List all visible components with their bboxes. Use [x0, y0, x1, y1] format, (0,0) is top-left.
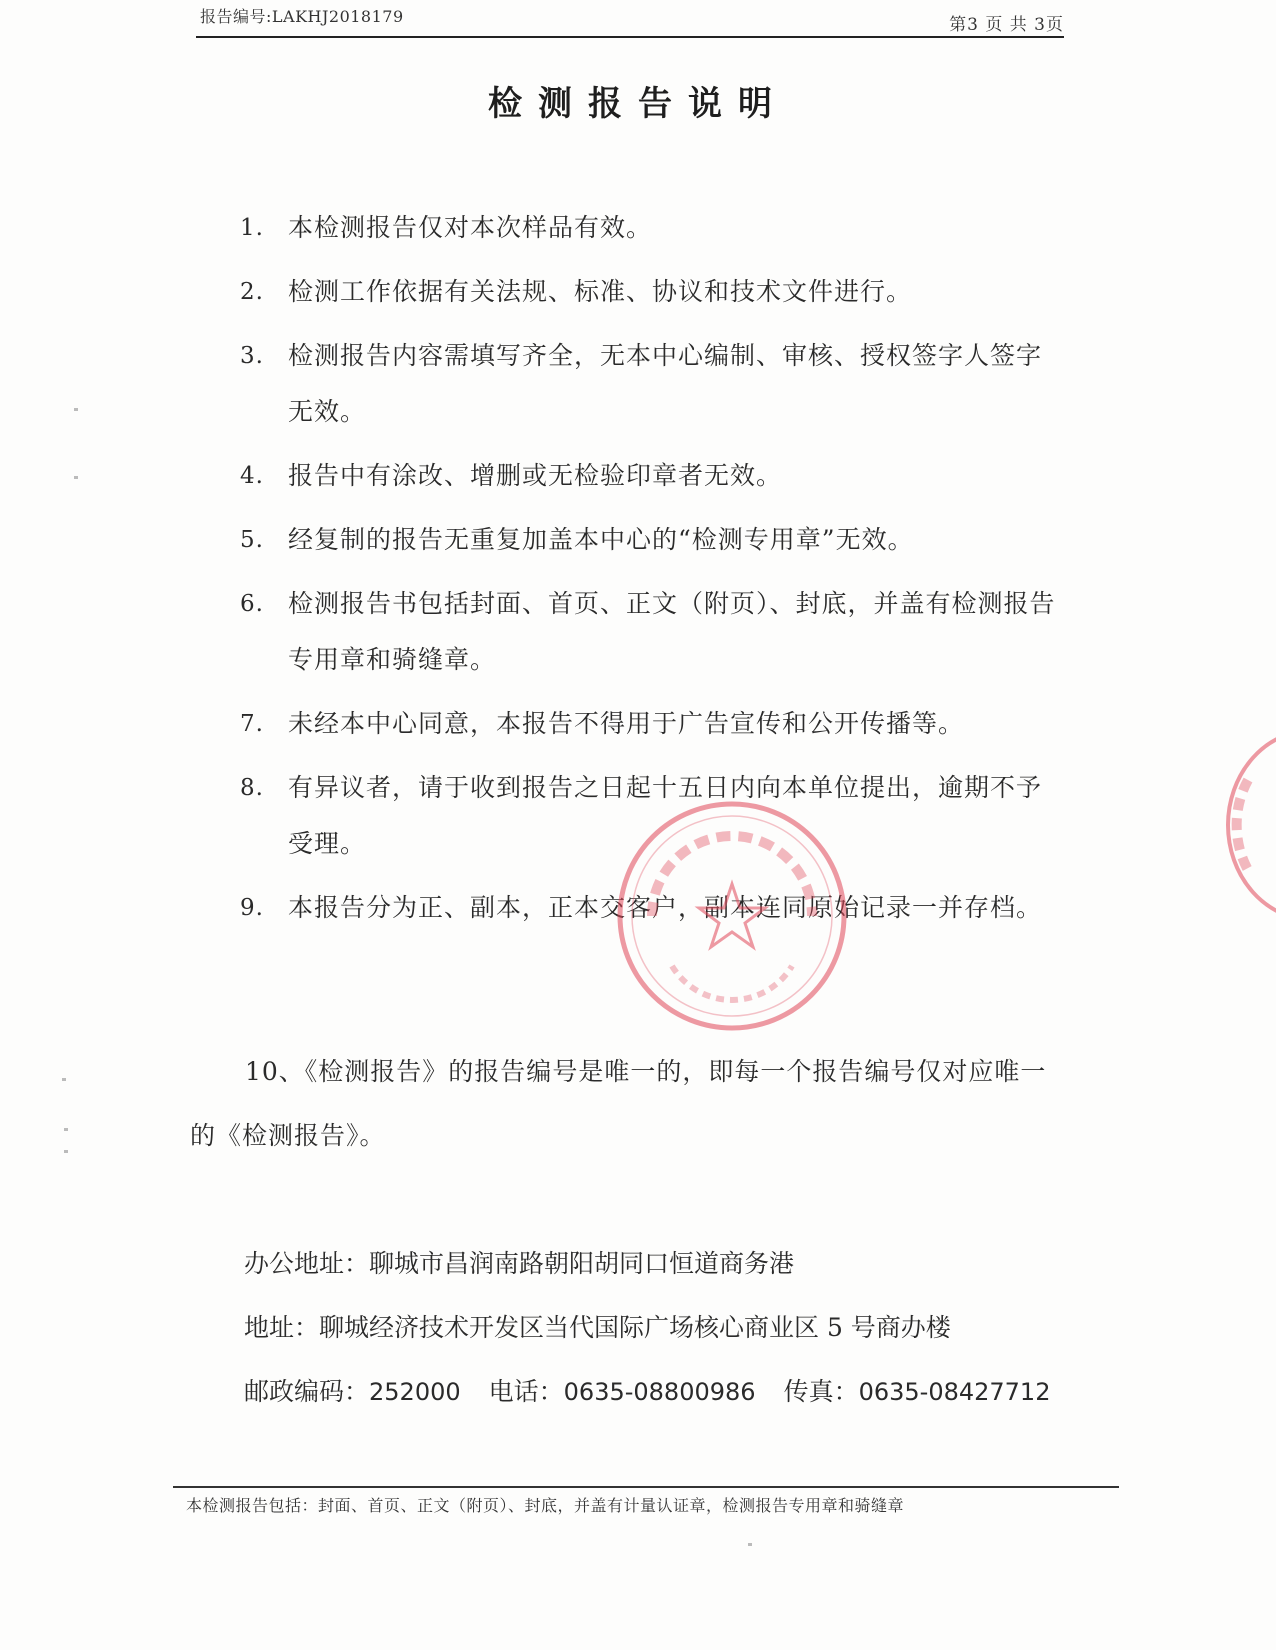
report-number: 报告编号:LAKHJ2018179: [200, 7, 404, 26]
list-item: [240, 512, 1060, 568]
list-item-number: 4.: [240, 463, 264, 489]
office-address: 办公地址：聊城市昌润南路朝阳胡同口恒道商务港: [244, 1249, 795, 1278]
list-item-text: 本报告分为正、副本，正本交客户，副本连同原始记录一并存档。: [288, 893, 1043, 922]
list-item: [240, 328, 1060, 440]
postcode-value: 252000: [369, 1378, 461, 1406]
list-item-number: 3.: [240, 343, 264, 369]
list-item-number: 1.: [240, 215, 264, 241]
list-item-text: 检测报告书包括封面、首页、正文（附页）、封底，并盖有检测报告专用章和骑缝章。: [288, 589, 1056, 674]
list-item-text: 有异议者，请于收到报告之日起十五日内向本单位提出，逾期不予受理。: [288, 773, 1043, 858]
list-item: [240, 264, 1060, 320]
list-item-number: 9.: [240, 895, 264, 921]
phone-value: 0635-08800986: [563, 1378, 756, 1406]
list-item-text: 检测报告内容需填写齐全，无本中心编制、审核、授权签字人签字无效。: [288, 341, 1043, 426]
list-item: [240, 200, 1060, 256]
list-item-text: 经复制的报告无重复加盖本中心的“检测专用章”无效。: [288, 525, 914, 554]
list-item-text: 本检测报告仅对本次样品有效。: [288, 213, 653, 242]
list-item-text: 未经本中心同意，本报告不得用于广告宣传和公开传播等。: [288, 709, 965, 738]
list-item-number: 2.: [240, 279, 264, 305]
list-item-number: 5.: [240, 527, 264, 553]
footer-note: 本检测报告包括：封面、首页、正文（附页）、封底，并盖有计量认证章，检测报告专用章和骑缝章: [186, 1496, 905, 1515]
list-item-text: 检测工作依据有关法规、标准、协议和技术文件进行。: [288, 277, 913, 306]
list-item-text: 报告中有涂改、增删或无检验印章者无效。: [288, 461, 783, 490]
contact-block: [244, 1232, 1064, 1424]
phone-label: 电话：: [488, 1377, 564, 1406]
contact-numbers: [244, 1360, 1064, 1424]
fax-value: 0635-08427712: [858, 1378, 1051, 1406]
list-item: [240, 696, 1060, 752]
postcode-label: 邮政编码：: [244, 1377, 370, 1406]
header-divider: [196, 36, 1064, 38]
seam-seal-icon: [1218, 720, 1276, 930]
list-item: [240, 448, 1060, 504]
seal-stamp-icon: [612, 796, 852, 1036]
footer-divider: [173, 1486, 1119, 1488]
list-item-number: 6.: [240, 591, 264, 617]
page-title: 检测报告说明: [488, 84, 788, 124]
list-item: [240, 576, 1060, 688]
fax-label: 传真：: [783, 1377, 859, 1406]
list-item-number: 7.: [240, 711, 264, 737]
page-indicator: 第3 页 共 3页: [949, 15, 1064, 35]
address: 地址：聊城经济技术开发区当代国际广场核心商业区 5 号商办楼: [244, 1313, 951, 1342]
list-item-number: 8.: [240, 775, 264, 801]
list-item-10: 10、《检测报告》的报告编号是唯一的，即每一个报告编号仅对应唯一的《检测报告》。: [190, 1057, 1047, 1150]
